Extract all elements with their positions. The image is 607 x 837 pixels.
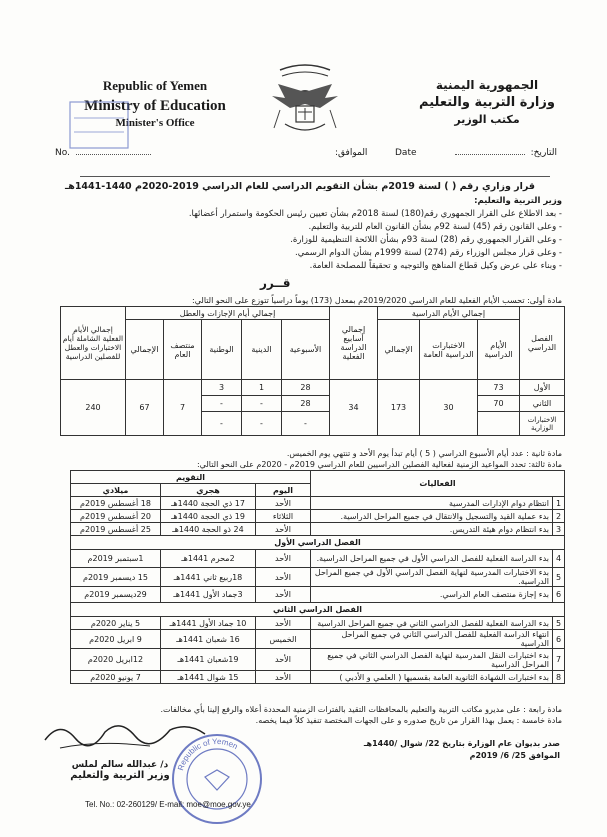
row-hijri: 17 ذي الحجة 1440هـ bbox=[161, 497, 256, 510]
article-5: مادة خامسة : يعمل بهذا القرار من تاريخ صدوره و على الجهات المختصة تنفيذ كلاً فيما يخصه. bbox=[255, 716, 562, 725]
article-1: مادة أولى: تحسب الأيام الفعلية للعام الدراسي 2019/2020م بمعدل (173) يوماً دراسياً تتوزع على النحو التالي: bbox=[192, 296, 562, 305]
row-num: 6 bbox=[553, 630, 565, 649]
preamble-line: وزير التربية والتعليم: bbox=[474, 196, 562, 206]
preamble-line: - وعلى قرار مجلس الوزراء رقم (274) لسنة 1999م بشأن الدوام الرسمي. bbox=[295, 248, 562, 258]
cell-grand: 240 bbox=[61, 380, 126, 436]
ref-date-ar bbox=[455, 148, 557, 158]
republic-ar: الجمهورية اليمنية bbox=[435, 78, 539, 92]
row-hijri: 18ربيع ثاني 1441هـ bbox=[161, 568, 256, 587]
cell-religious: - bbox=[242, 412, 282, 436]
cell-term: الأول bbox=[520, 380, 565, 396]
th-midyear: منتصف العام bbox=[164, 320, 202, 380]
ref-date-ar-label: التاريخ: bbox=[530, 148, 557, 158]
article-3: مادة ثالثة: تحدد المواعيد الزمنية لفعالية الفصلين الدراسيين للعام الدراسي 2019م - 2020م على النحو التالي: bbox=[196, 460, 562, 469]
preamble-line: - بعد الاطلاع على القرار الجمهوري رقم(180) لسنة 2018م بشأن تعيين رئيس الحكومة واستمرار أعضائها. bbox=[188, 209, 562, 219]
row-day: الخميس bbox=[256, 630, 311, 649]
row-activity: بدء الدراسة الفعلية للفصل الدراسي الثاني في جميع المراحل الدراسية bbox=[311, 617, 553, 630]
cell-weekly: - bbox=[282, 412, 330, 436]
cell-national: 3 bbox=[202, 380, 242, 396]
row-gregorian: 29ديسمبر 2019م bbox=[71, 587, 161, 603]
row-num: 2 bbox=[553, 510, 565, 523]
issued-line-2: الموافق 25/ 6/ 2019م bbox=[469, 751, 560, 760]
row-hijri: 19 ذي الحجة 1440هـ bbox=[161, 510, 256, 523]
row-hijri: 19شعبان 1441هـ bbox=[161, 649, 256, 671]
th-weeks: إجمالي أسابيع الدراسة الفعلية bbox=[330, 307, 378, 380]
row-gregorian: 1سبتمبر 2019م bbox=[71, 550, 161, 568]
row-gregorian: 25 أغسطس 2019م bbox=[71, 523, 161, 536]
row-gregorian: 18 أغسطس 2019م bbox=[71, 497, 161, 510]
yemen-emblem-icon bbox=[260, 62, 350, 142]
decree-word: قــرر bbox=[260, 276, 291, 290]
seal-text: Republic of Yemen bbox=[176, 736, 240, 772]
row-num: 8 bbox=[553, 671, 565, 684]
row-num: 5 bbox=[553, 568, 565, 587]
row-num: 7 bbox=[553, 649, 565, 671]
ref-corresponding-label: الموافق: bbox=[335, 148, 368, 158]
row-activity: بدء الاختبارات المدرسية لنهاية الفصل الدراسي الأول في جميع المراحل الدراسية. bbox=[311, 568, 553, 587]
preamble bbox=[42, 195, 562, 273]
th-day: اليوم bbox=[256, 484, 311, 497]
row-hijri: 2محرم 1441هـ bbox=[161, 550, 256, 568]
row-activity: انتظام دوام الإدارات المدرسية bbox=[311, 497, 553, 510]
cell-religious: - bbox=[242, 396, 282, 412]
minister-name: د/ عبدالله سالم لملس bbox=[71, 760, 169, 770]
office-en: Minister's Office bbox=[115, 117, 195, 129]
cell-days: 73 bbox=[478, 380, 520, 396]
row-day: الأحد bbox=[256, 671, 311, 684]
preamble-line: - وعلى القانون رقم (45) لسنة 92م بشأن القانون العام للتربية والتعليم. bbox=[308, 222, 562, 232]
issue-date-block bbox=[330, 738, 560, 762]
cell-term: الاختبارات الوزارية bbox=[520, 412, 565, 436]
office-ar: مكتب الوزير bbox=[454, 113, 520, 126]
row-gregorian: 20 أغسطس 2019م bbox=[71, 510, 161, 523]
row-activity: بدء اختبارات النقل المدرسية لنهاية الفصل الدراسي الثاني في جميع المراحل الدراسية bbox=[311, 649, 553, 671]
calendar-table bbox=[70, 470, 565, 684]
row-activity: انتهاء الدراسة الفعلية للفصل الدراسي الثاني في جميع المراحل الدراسية bbox=[311, 630, 553, 649]
minister-name-block bbox=[55, 760, 185, 781]
row-gregorian: 5 يناير 2020م bbox=[71, 617, 161, 630]
ref-corresponding bbox=[335, 148, 367, 158]
ref-date bbox=[395, 148, 417, 158]
preamble-line: - وبناء على عرض وكيل قطاع المناهج والتوجيه و تحقيقاً للمصلحة العامة. bbox=[309, 261, 562, 271]
issued-line: صدر بديوان عام الوزارة بتاريخ 22/ شوال /1440هـ bbox=[363, 739, 560, 748]
th-study-days: إجمالي الأيام الدراسية bbox=[378, 307, 520, 320]
row-day: الثلاثاء bbox=[256, 510, 311, 523]
row-gregorian: 12ابريل 2020م bbox=[71, 649, 161, 671]
row-hijri: 16 شعبان 1441هـ bbox=[161, 630, 256, 649]
ministry-en: Ministry of Education bbox=[84, 98, 226, 114]
th-holidays: إجمالي أيام الإجازات والعطل bbox=[126, 307, 330, 320]
cell-midyear: 7 bbox=[164, 380, 202, 436]
row-num: 1 bbox=[553, 497, 565, 510]
row-activity: بدء عملية القيد والتسجيل والانتقال في جميع المراحل الدراسية. bbox=[311, 510, 553, 523]
row-activity: بدء اختبارات الشهادة الثانوية العامة بقسميها ( العلمي و الأدبي ) bbox=[311, 671, 553, 684]
republic-en: Republic of Yemen bbox=[102, 78, 208, 93]
cell-days: 70 bbox=[478, 396, 520, 412]
row-day: الأحد bbox=[256, 550, 311, 568]
decree-title: قرار وزاري رقم ( ) لسنة 2019م بشأن التقويم الدراسي للعام الدراسي 2019-2020م 1440-1441هـ bbox=[64, 181, 536, 192]
article-2: مادة ثانية : عدد أيام الأسبوع الدراسي ( 5 ) أيام تبدأ يوم الأحد و تنتهي يوم الخميس. bbox=[286, 449, 562, 458]
th-calendar: التقويم bbox=[71, 471, 311, 484]
row-day: الأحد bbox=[256, 497, 311, 510]
th-term-days: الأيام الدراسية bbox=[478, 320, 520, 380]
row-day: الأحد bbox=[256, 649, 311, 671]
arabic-header bbox=[407, 78, 567, 126]
header-separator bbox=[80, 176, 550, 177]
ref-date-label: Date bbox=[395, 148, 417, 158]
th-gregorian: ميلادي bbox=[71, 484, 161, 497]
section-second-term: الفصل الدراسي الثاني bbox=[71, 603, 565, 617]
minister-title: وزير التربية والتعليم bbox=[70, 770, 170, 781]
articles-2-3 bbox=[42, 448, 562, 470]
th-national: الوطنية bbox=[202, 320, 242, 380]
cell-weeks: 34 bbox=[330, 380, 378, 436]
row-hijri: 3جماد الأول 1441هـ bbox=[161, 587, 256, 603]
th-hijri: هجري bbox=[161, 484, 256, 497]
cell-term: الثاني bbox=[520, 396, 565, 412]
cell-hol-total: 67 bbox=[126, 380, 164, 436]
row-hijri: 15 شوال 1441هـ bbox=[161, 671, 256, 684]
ministry-seal bbox=[170, 732, 265, 827]
ministry-ar: وزارة التربية والتعليم bbox=[419, 95, 555, 110]
cell-religious: 1 bbox=[242, 380, 282, 396]
svg-text:Republic of Yemen bbox=[176, 737, 239, 772]
row-gregorian: 7 يونيو 2020م bbox=[71, 671, 161, 684]
row-hijri: 24 ذو الحجة 1440هـ bbox=[161, 523, 256, 536]
article-4: مادة رابعة : على مديرو مكاتب التربية والتعليم بالمحافظات التقيد بالفترات الزمنية المحددة أعلاه والرفع إلينا بأي مخالفات. bbox=[160, 705, 562, 714]
cell-total: 173 bbox=[378, 380, 420, 436]
row-day: الأحد bbox=[256, 523, 311, 536]
row-gregorian: 9 ابريل 2020م bbox=[71, 630, 161, 649]
cell-days bbox=[478, 412, 520, 436]
th-exams: الاختبارات الدراسية العامة bbox=[420, 320, 478, 380]
row-day: الأحد bbox=[256, 568, 311, 587]
row-num: 3 bbox=[553, 523, 565, 536]
preamble-line: - وعلى القرار الجمهوري رقم (28) لسنة 93م بشأن اللائحة التنظيمية للوزارة. bbox=[290, 235, 562, 245]
row-num: 4 bbox=[553, 550, 565, 568]
row-activity: بدء انتظام دوام هيئة التدريس. bbox=[311, 523, 553, 536]
th-activities: الفعاليات bbox=[311, 471, 565, 497]
ref-no bbox=[55, 148, 151, 158]
th-term: الفصل الدراسي bbox=[520, 307, 565, 380]
row-num: 5 bbox=[553, 617, 565, 630]
row-day: الأحد bbox=[256, 587, 311, 603]
contact-line: Tel. No.: 02-260129/ E-mail: moe@moe.gov.ye bbox=[85, 800, 251, 809]
th-weekly: الأسبوعية bbox=[282, 320, 330, 380]
days-distribution-table bbox=[60, 306, 565, 436]
row-gregorian: 15 ديسمبر 2019م bbox=[71, 568, 161, 587]
section-first-term: الفصل الدراسي الأول bbox=[71, 536, 565, 550]
cell-national: - bbox=[202, 412, 242, 436]
row-activity: بدء الدراسة الفعلية للفصل الدراسي الأول في جميع المراحل الدراسية. bbox=[311, 550, 553, 568]
th-grand: إجمالي الأيام الفعلية الشاملة أيام الاختبارات والعطل للفصلين الدراسية bbox=[61, 307, 126, 380]
cell-weekly: 28 bbox=[282, 396, 330, 412]
row-day: الأحد bbox=[256, 617, 311, 630]
cell-weekly: 28 bbox=[282, 380, 330, 396]
row-hijri: 10 جماد الأول 1441هـ bbox=[161, 617, 256, 630]
row-activity: بدء إجازة منتصف العام الدراسي. bbox=[311, 587, 553, 603]
th-total: الإجمالي bbox=[378, 320, 420, 380]
cell-national: - bbox=[202, 396, 242, 412]
incoming-ref-stamp bbox=[68, 100, 130, 150]
th-hol-total: الإجمالي bbox=[126, 320, 164, 380]
cell-exams: 30 bbox=[420, 380, 478, 436]
row-num: 6 bbox=[553, 587, 565, 603]
ref-no-label: No. bbox=[55, 148, 70, 158]
th-religious: الدينية bbox=[242, 320, 282, 380]
